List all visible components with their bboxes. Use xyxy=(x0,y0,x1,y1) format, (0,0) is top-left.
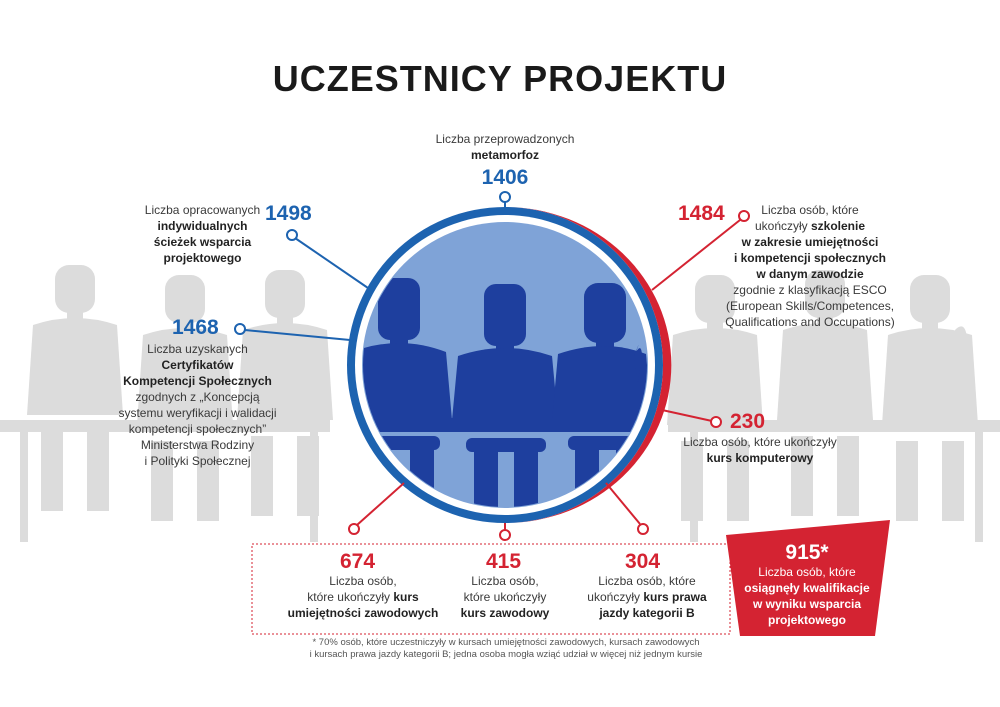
label-line: Liczba osób, które xyxy=(761,203,859,217)
stat-komputerowy-label xyxy=(660,434,860,466)
label-bold: w zakresie umiejętności xyxy=(741,235,879,249)
stat-certyfikaty-label xyxy=(105,341,290,469)
stat-kwalifikacje-value: 915* xyxy=(785,541,829,564)
label-bold: w wyniku wsparcia xyxy=(752,597,862,611)
stat-szkolenie-value: 1484 xyxy=(678,202,725,225)
stat-sciezki-value: 1498 xyxy=(265,202,312,225)
label-line: (European Skills/Competences, xyxy=(725,299,895,313)
page-title: UCZESTNICY PROJEKTU xyxy=(272,58,728,99)
stat-zawodowy-value: 415 xyxy=(486,550,522,573)
label-line: Liczba opracowanych xyxy=(144,203,261,217)
label-bold: Certyfikatów xyxy=(161,358,234,372)
stat-kwalifikacje-label xyxy=(726,564,888,628)
label-line: Liczba osób, xyxy=(329,574,397,588)
label-line: Liczba osób, xyxy=(471,574,539,588)
label-line: zgodnie z klasyfikacją ESCO xyxy=(733,283,887,297)
label-bold: ścieżek wsparcia xyxy=(153,235,252,249)
stat-prawo-jazdy-value: 304 xyxy=(625,550,661,573)
label-bold: kurs komputerowy xyxy=(706,451,814,465)
label-bold: kurs xyxy=(393,590,419,604)
label-bold: osiągnęły kwalifikacje xyxy=(744,581,870,595)
footnote xyxy=(286,637,726,661)
label-line: Liczba przeprowadzonych xyxy=(435,132,575,146)
label-line: ukończyły xyxy=(587,590,644,604)
label-line: Liczba osób, które xyxy=(598,574,696,588)
label-line: Liczba osób, które xyxy=(758,565,856,579)
stat-metamorfozy-label xyxy=(405,131,605,163)
stat-prawo-jazdy-label xyxy=(572,573,722,621)
label-line: systemu weryfikacji i walidacji xyxy=(118,406,277,420)
label-bold: w danym zawodzie xyxy=(756,267,864,281)
stat-umiejetnosci-value: 674 xyxy=(340,550,376,573)
central-circle xyxy=(345,207,671,528)
stat-umiejetnosci-label xyxy=(268,573,458,621)
label-line: które ukończyły xyxy=(307,590,394,604)
label-bold: projektowego xyxy=(163,251,242,265)
label-line: i Polityki Społecznej xyxy=(144,454,251,468)
label-line: Qualifications and Occupations) xyxy=(725,315,895,329)
label-line: ukończyły xyxy=(754,219,811,233)
footnote-line: i kursach prawa jazdy kategorii B; jedna osoba mogła wziąć udział w więcej niż jednym kursie xyxy=(309,649,703,660)
footnote-line: * 70% osób, które uczestniczyły w kursach umiejętności zawodowych, kursach zawodowych xyxy=(312,637,700,648)
label-bold: szkolenie xyxy=(811,219,866,233)
label-bold: kurs zawodowy xyxy=(460,606,550,620)
label-bold: projektowego xyxy=(767,613,846,627)
stat-metamorfozy-value: 1406 xyxy=(481,166,529,189)
label-bold: indywidualnych xyxy=(157,219,248,233)
label-bold: kurs prawa xyxy=(643,590,707,604)
stat-szkolenie-label xyxy=(715,202,905,330)
label-line: zgodnych z „Koncepcją xyxy=(135,390,260,404)
label-bold: umiejętności zawodowych xyxy=(287,606,439,620)
label-bold: Kompetencji Społecznych xyxy=(123,374,272,388)
stat-sciezki-label xyxy=(130,202,275,266)
label-line: Liczba osób, które ukończyły xyxy=(683,435,837,449)
label-bold: i kompetencji społecznych xyxy=(733,251,887,265)
stat-komputerowy-value: 230 xyxy=(730,410,766,433)
label-line: Ministerstwa Rodziny xyxy=(140,438,255,452)
label-line: kompetencji społecznych” xyxy=(128,422,267,436)
label-line: Liczba uzyskanych xyxy=(147,342,248,356)
stat-kwalifikacje xyxy=(726,542,888,628)
label-bold: jazdy kategorii B xyxy=(599,606,695,620)
stat-certyfikaty-value: 1468 xyxy=(172,316,219,339)
label-line: które ukończyły xyxy=(463,590,547,604)
label-bold: metamorfoz xyxy=(470,148,539,162)
stat-zawodowy-label xyxy=(445,573,565,621)
